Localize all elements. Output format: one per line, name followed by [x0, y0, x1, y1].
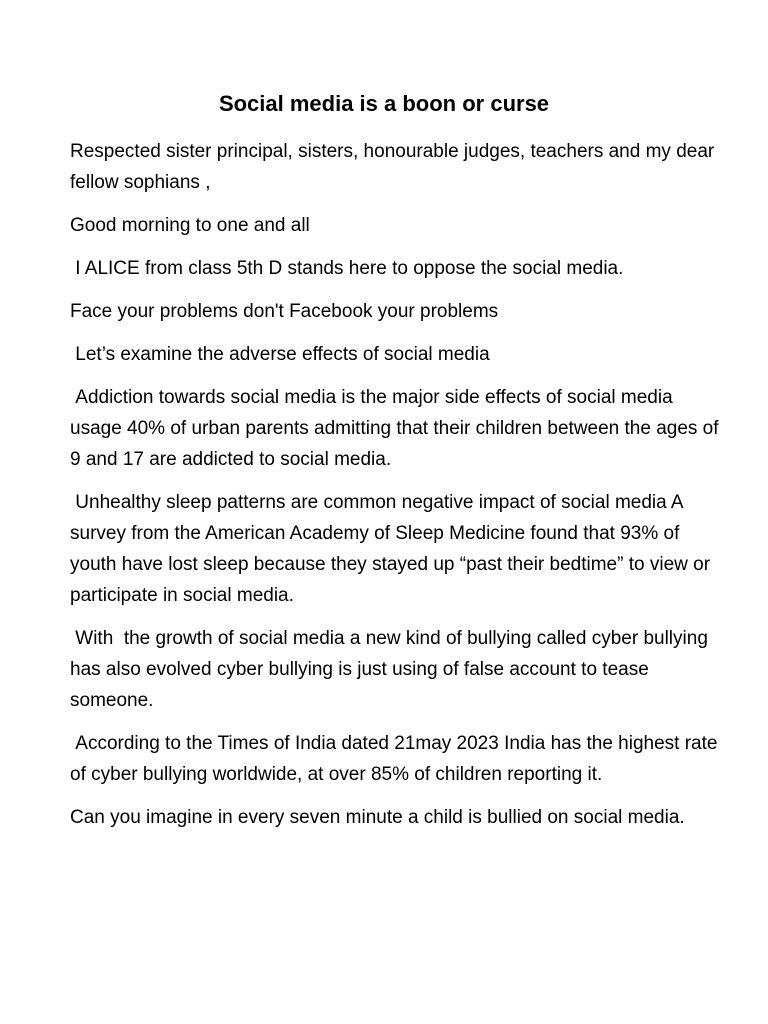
document-body: [70, 136, 724, 845]
paragraph-times-of-india: According to the Times of India dated 21may 2023 India has the highest rate of cyber bullying worldwide, at over 85% of children reporting it.: [70, 733, 723, 785]
paragraph-cyber-bullying: With the growth of social media a new kind of bullying called cyber bullying has also evolved cyber bullying is just using of false account to tease someone.: [70, 628, 714, 711]
paragraph-introduction: I ALICE from class 5th D stands here to oppose the social media.: [70, 258, 624, 279]
paragraph-addiction: Addiction towards social media is the major side effects of social media usage 40% of urban parents admitting that their children between the ages of 9 and 17 are addicted to social media.: [70, 387, 724, 470]
paragraph-sleep: Unhealthy sleep patterns are common negative impact of social media A survey from the American Academy of Sleep Medicine found that 93% of youth have lost sleep because they stayed up “past their bedtime” to view or participate in social media.: [70, 492, 716, 606]
paragraph-salutation: Respected sister principal, sisters, honourable judges, teachers and my dear fellow sophians ,: [70, 141, 720, 193]
paragraph-slogan: Face your problems don't Facebook your problems: [70, 301, 499, 322]
document-title: Social media is a boon or curse: [218, 91, 550, 116]
paragraph-imagine: Can you imagine in every seven minute a child is bullied on social media.: [70, 807, 685, 828]
paragraph-greeting: Good morning to one and all: [70, 215, 310, 236]
paragraph-examine: Let’s examine the adverse effects of social media: [70, 344, 490, 365]
